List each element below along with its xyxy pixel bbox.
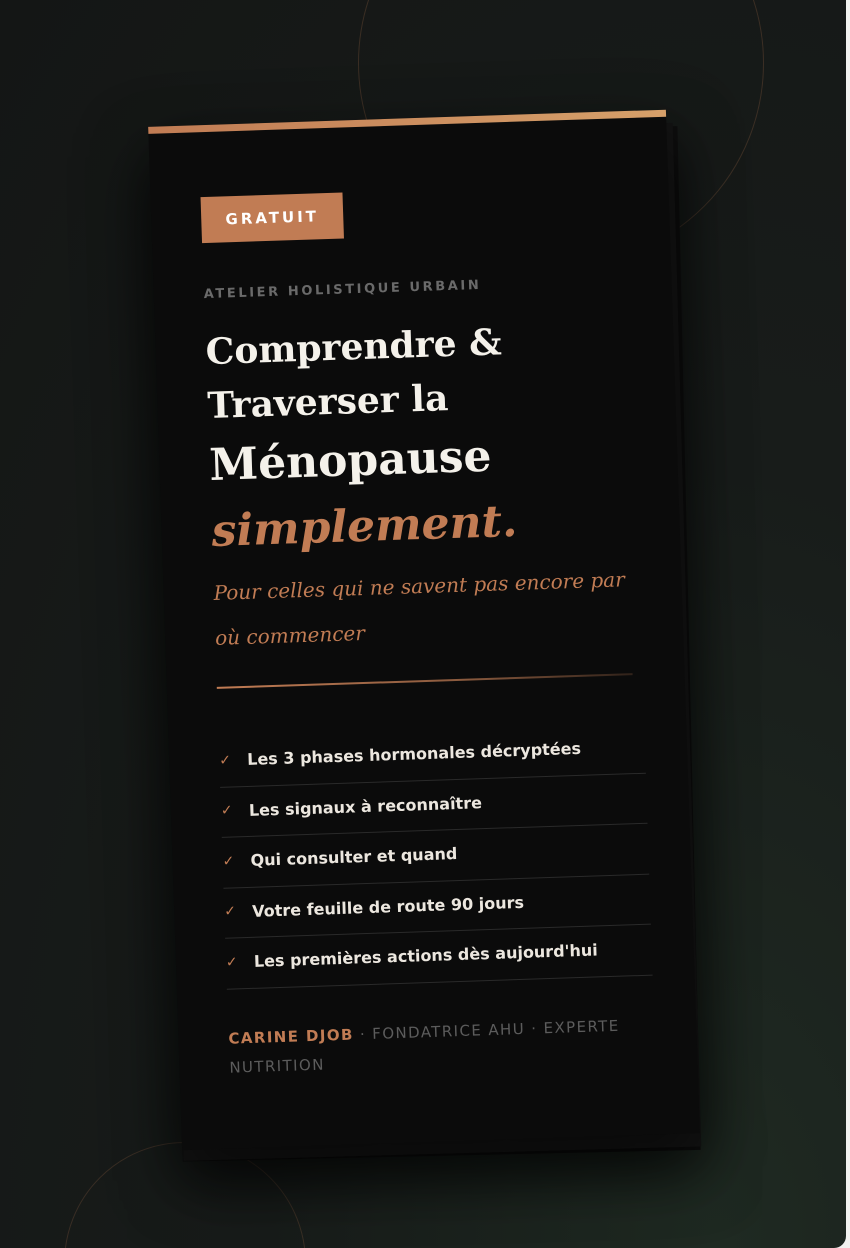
title-line-3: Ménopause xyxy=(208,430,493,492)
feature-text: Les 3 phases hormonales décryptées xyxy=(246,739,582,770)
author-details: · FONDATRICE AHU · EXPERTE NUTRITION xyxy=(229,1016,620,1077)
title-line-1: Comprendre & xyxy=(204,321,503,374)
card-subtitle: Pour celles qui ne savent pas encore par où commencer xyxy=(213,567,626,650)
feature-text: Les signaux à reconnaître xyxy=(248,792,483,820)
feature-list xyxy=(218,723,652,989)
feature-text: Qui consulter et quand xyxy=(250,844,458,871)
eyebrow-label: ATELIER HOLISTIQUE URBAIN xyxy=(203,277,482,303)
free-badge: GRATUIT xyxy=(201,192,344,243)
title-line-4: simplement. xyxy=(210,495,518,557)
author-credit xyxy=(228,1011,650,1083)
lead-magnet-card[interactable] xyxy=(148,110,700,1151)
check-icon: ✓ xyxy=(218,752,232,769)
title-line-2: Traverser la xyxy=(206,377,449,428)
check-icon: ✓ xyxy=(222,853,235,870)
check-icon: ✓ xyxy=(225,954,238,971)
card-title xyxy=(205,315,518,565)
author-name: CARINE DJOB xyxy=(228,1025,355,1048)
section-divider xyxy=(217,673,633,689)
check-icon: ✓ xyxy=(223,903,237,921)
check-icon: ✓ xyxy=(220,802,233,820)
feature-text: Les premières actions dès aujourd'hui xyxy=(253,940,599,972)
feature-text: Votre feuille de route 90 jours xyxy=(251,892,525,921)
